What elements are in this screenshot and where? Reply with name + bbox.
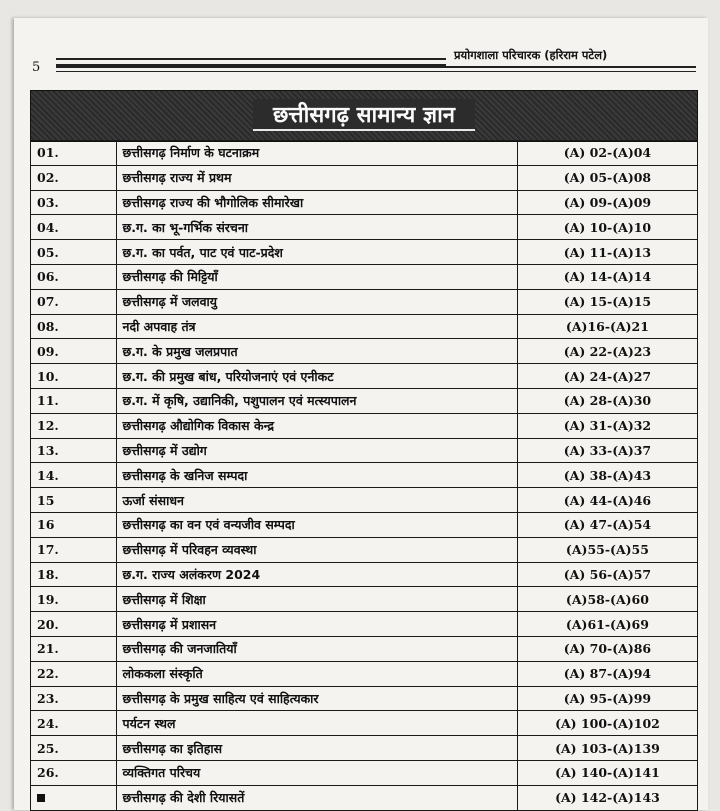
row-number: 16 [31,512,117,537]
table-row [31,785,698,810]
book-page [14,18,708,810]
page-range: (A)55-(A)55 [517,537,697,562]
chapter-title: छत्तीसगढ़ के खनिज सम्पदा [116,463,517,488]
page-range: (A) 15-(A)15 [517,289,697,314]
chapter-title: छ.ग. के प्रमुख जलप्रपात [116,339,517,364]
table-row [31,760,698,785]
page-range: (A) 140-(A)141 [517,760,697,785]
table-row [31,264,698,289]
row-number: 03. [31,190,117,215]
row-number: 24. [31,711,117,736]
row-number [31,785,117,810]
row-number: 25. [31,736,117,761]
table-row [31,141,698,166]
table-row [31,612,698,637]
row-number: 11. [31,388,117,413]
chapter-title: छ.ग. की प्रमुख बांध, परियोजनाएं एवं एनीकट [116,364,517,389]
chapter-title: छ.ग. में कृषि, उद्यानिकी, पशुपालन एवं मत्स्यपालन [116,388,517,413]
page-range: (A) 09-(A)09 [517,190,697,215]
table-row [31,562,698,587]
page-range: (A) 87-(A)94 [517,661,697,686]
table-row [31,463,698,488]
row-number: 23. [31,686,117,711]
row-number: 21. [31,636,117,661]
row-number: 19. [31,587,117,612]
page-range: (A) 24-(A)27 [517,364,697,389]
page-range: (A) 44-(A)46 [517,488,697,513]
chapter-title: छत्तीसगढ़ में प्रशासन [116,612,517,637]
row-number: 12. [31,413,117,438]
chapter-title: छ.ग. का भू-गर्भिक संरचना [116,215,517,240]
row-number: 22. [31,661,117,686]
chapter-title: छत्तीसगढ़ में उद्योग [116,438,517,463]
table-row [31,289,698,314]
running-title: प्रयोगशाला परिचारक (हरिराम पटेल) [454,48,608,62]
table-row [31,537,698,562]
row-number: 01. [31,141,117,166]
page-range: (A) 38-(A)43 [517,463,697,488]
page-range: (A) 33-(A)37 [517,438,697,463]
chapter-title: छत्तीसगढ़ का इतिहास [116,736,517,761]
page-number: 5 [32,60,41,75]
table-row [31,661,698,686]
chapter-title: नदी अपवाह तंत्र [116,314,517,339]
chapter-title: छत्तीसगढ़ की देशी रियासतें [116,785,517,810]
table-row [31,190,698,215]
chapter-title: ऊर्जा संसाधन [116,488,517,513]
page-range: (A) 47-(A)54 [517,512,697,537]
chapter-title: छत्तीसगढ़ में जलवायु [116,289,517,314]
table-row [31,240,698,265]
page-range: (A) 02-(A)04 [517,141,697,166]
chapter-title: छत्तीसगढ़ की जनजातियाँ [116,636,517,661]
row-number: 17. [31,537,117,562]
row-number: 10. [31,364,117,389]
row-number: 02. [31,165,117,190]
header-rule [56,58,446,66]
row-number: 04. [31,215,117,240]
page-range: (A)58-(A)60 [517,587,697,612]
table-row [31,711,698,736]
header-rule-lower [56,66,696,72]
page-range: (A)16-(A)21 [517,314,697,339]
page-range: (A) 11-(A)13 [517,240,697,265]
row-number: 13. [31,438,117,463]
table-row [31,388,698,413]
row-number: 26. [31,760,117,785]
page-range: (A) 95-(A)99 [517,686,697,711]
page-range: (A) 28-(A)30 [517,388,697,413]
row-number: 18. [31,562,117,587]
table-row [31,512,698,537]
page-range: (A) 14-(A)14 [517,264,697,289]
contents-table [30,140,698,811]
chapter-title: छत्तीसगढ़ की मिट्टियाँ [116,264,517,289]
section-title-band [30,90,698,142]
table-row [31,736,698,761]
page-range: (A) 103-(A)139 [517,736,697,761]
chapter-title: छ.ग. का पर्वत, पाट एवं पाट-प्रदेश [116,240,517,265]
row-number: 07. [31,289,117,314]
chapter-title: छत्तीसगढ़ राज्य में प्रथम [116,165,517,190]
page-range: (A) 10-(A)10 [517,215,697,240]
chapter-title: छत्तीसगढ़ निर्माण के घटनाक्रम [116,141,517,166]
chapter-title: छत्तीसगढ़ में शिक्षा [116,587,517,612]
page-range: (A) 22-(A)23 [517,339,697,364]
table-row [31,686,698,711]
row-number: 05. [31,240,117,265]
bullet-icon [37,794,45,802]
page-range: (A) 70-(A)86 [517,636,697,661]
row-number: 09. [31,339,117,364]
row-number: 15 [31,488,117,513]
row-number: 20. [31,612,117,637]
table-row [31,636,698,661]
page-range: (A) 56-(A)57 [517,562,697,587]
chapter-title: छत्तीसगढ़ औद्योगिक विकास केन्द्र [116,413,517,438]
table-row [31,587,698,612]
row-number: 08. [31,314,117,339]
table-row [31,413,698,438]
running-header [14,48,708,88]
chapter-title: छत्तीसगढ़ के प्रमुख साहित्य एवं साहित्यकार [116,686,517,711]
section-title: छत्तीसगढ़ सामान्य ज्ञान [253,99,475,131]
table-row [31,165,698,190]
table-row [31,314,698,339]
chapter-title: व्यक्तिगत परिचय [116,760,517,785]
table-row [31,339,698,364]
chapter-title: छत्तीसगढ़ का वन एवं वन्यजीव सम्पदा [116,512,517,537]
chapter-title: लोककला संस्कृति [116,661,517,686]
row-number: 14. [31,463,117,488]
table-row [31,488,698,513]
chapter-title: छत्तीसगढ़ में परिवहन व्यवस्था [116,537,517,562]
page-range: (A) 100-(A)102 [517,711,697,736]
table-row [31,364,698,389]
table-row [31,438,698,463]
page-range: (A)61-(A)69 [517,612,697,637]
page-range: (A) 05-(A)08 [517,165,697,190]
table-row [31,215,698,240]
page-range: (A) 31-(A)32 [517,413,697,438]
chapter-title: पर्यटन स्थल [116,711,517,736]
chapter-title: छत्तीसगढ़ राज्य की भौगोलिक सीमारेखा [116,190,517,215]
chapter-title: छ.ग. राज्य अलंकरण 2024 [116,562,517,587]
row-number: 06. [31,264,117,289]
page-range: (A) 142-(A)143 [517,785,697,810]
